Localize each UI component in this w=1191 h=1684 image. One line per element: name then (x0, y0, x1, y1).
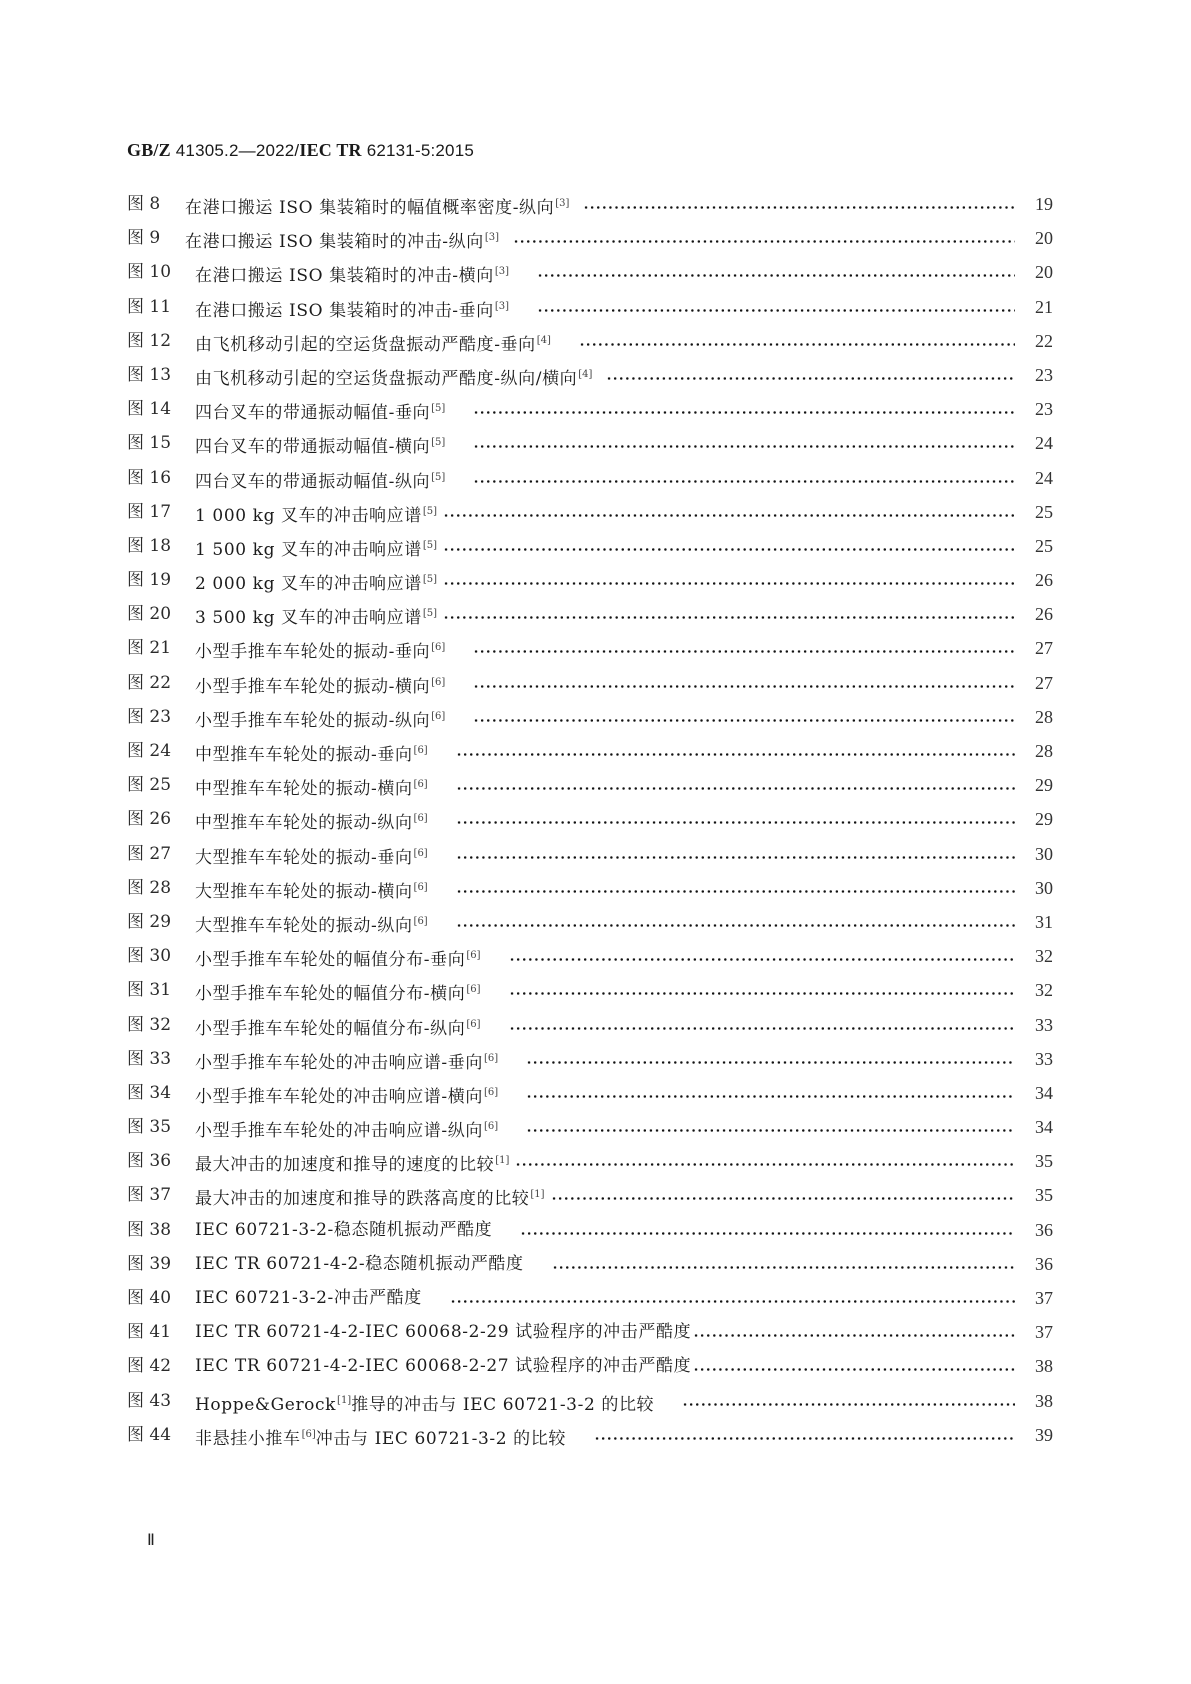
reference-marker: [4] (578, 368, 593, 380)
figure-label: 图 8 (127, 194, 161, 214)
reference-marker: [3] (494, 300, 510, 312)
figure-label: 图 19 (127, 570, 172, 591)
toc-entry[interactable] (127, 1150, 1053, 1184)
page-number: 25 (1035, 501, 1053, 522)
leader-dots (537, 261, 1015, 283)
toc-entry[interactable] (127, 1219, 1053, 1253)
figure-label: 图 20 (127, 604, 172, 625)
figure-title: 四台叉车的带通振动幅值-纵向[5] (195, 471, 446, 492)
reference-marker: [6] (466, 1018, 481, 1030)
page-number: 33 (1035, 1014, 1053, 1035)
toc-entry[interactable] (127, 945, 1053, 979)
reference-marker: [4] (536, 334, 551, 346)
standard-number: 41305.2—2022/ (175, 141, 300, 160)
leader-dots (526, 1048, 1015, 1070)
leader-dots (443, 501, 1015, 523)
leader-dots (473, 637, 1015, 659)
page-number: 35 (1035, 1151, 1053, 1172)
figure-label: 图 41 (127, 1322, 172, 1343)
figure-title: 在港口搬运 ISO 集装箱时的冲击-横向[3] (195, 266, 510, 287)
page-number: 37 (1035, 1322, 1053, 1343)
reference-marker: [6] (466, 950, 481, 962)
page-number: 29 (1035, 809, 1053, 830)
reference-marker: [5] (422, 539, 438, 551)
figure-label: 图 30 (127, 946, 172, 967)
figure-title: IEC TR 60721-4-2-IEC 60068-2-27 试验程序的冲击严酷度 (195, 1356, 692, 1377)
reference-marker: [1] (337, 1394, 352, 1406)
standard-prefix: GB/Z (127, 140, 171, 160)
figure-label: 图 31 (127, 980, 172, 1001)
toc-entry[interactable] (127, 1355, 1053, 1389)
figure-title: 中型推车车轮处的振动-横向[6] (195, 779, 428, 800)
figure-label: 图 37 (127, 1185, 172, 1206)
figure-label: 图 9 (127, 228, 161, 249)
toc-entry[interactable] (127, 740, 1053, 774)
toc-entry[interactable] (127, 501, 1053, 535)
figure-label: 图 44 (127, 1424, 172, 1445)
page-number: 34 (1035, 1082, 1053, 1103)
figure-list (127, 193, 1053, 1458)
leader-dots (456, 911, 1015, 933)
reference-marker: [5] (422, 505, 438, 517)
page-number: 37 (1035, 1288, 1053, 1308)
leader-dots (456, 740, 1015, 762)
reference-marker: [6] (483, 1052, 499, 1064)
leader-dots (456, 774, 1015, 796)
figure-label: 图 24 (127, 741, 172, 761)
figure-title: 在港口搬运 ISO 集装箱时的冲击-垂向[3] (195, 300, 510, 321)
page-number: 35 (1035, 1185, 1053, 1206)
leader-dots (693, 1355, 1015, 1377)
toc-entry[interactable] (127, 843, 1053, 877)
toc-entry[interactable] (127, 569, 1053, 603)
reference-marker: [5] (431, 471, 446, 483)
toc-entry[interactable] (127, 535, 1053, 569)
leader-dots (513, 227, 1015, 249)
page-number: 30 (1035, 877, 1053, 898)
reference-marker: [5] (422, 574, 438, 586)
document-header (127, 140, 474, 161)
reference-marker: [6] (413, 745, 428, 756)
leader-dots (551, 1184, 1015, 1206)
figure-title: 中型推车车轮处的振动-纵向[6] (195, 813, 428, 834)
figure-label: 图 21 (127, 638, 172, 659)
page-number: 21 (1035, 296, 1053, 317)
leader-dots (509, 945, 1015, 967)
figure-title: 小型手推车车轮处的振动-纵向[6] (195, 710, 446, 731)
figure-label: 图 39 (127, 1253, 172, 1274)
figure-title: 小型手推车车轮处的幅值分布-垂向[6] (195, 950, 481, 971)
figure-title: 小型手推车车轮处的幅值分布-横向[6] (195, 984, 481, 1005)
page-number: 26 (1035, 604, 1053, 625)
figure-label: 图 27 (127, 843, 172, 864)
reference-marker: [6] (431, 710, 446, 722)
figure-title: 2 000 kg 叉车的冲击响应谱[5] (195, 574, 438, 595)
figure-label: 图 12 (127, 330, 172, 351)
reference-marker: [3] (494, 266, 510, 278)
reference-marker: [1] (495, 1155, 510, 1167)
toc-entry[interactable] (127, 227, 1053, 261)
toc-entry[interactable] (127, 808, 1053, 842)
page-number: 25 (1035, 535, 1053, 556)
toc-entry[interactable] (127, 979, 1053, 1013)
leader-dots (583, 193, 1015, 215)
toc-entry[interactable] (127, 1321, 1053, 1355)
toc-entry[interactable] (127, 1253, 1053, 1287)
figure-label: 图 18 (127, 535, 172, 556)
page-number: 38 (1035, 1390, 1053, 1411)
toc-entry[interactable] (127, 261, 1053, 295)
figure-label: 图 35 (127, 1117, 172, 1138)
page-number: 20 (1035, 262, 1053, 283)
page-number: 36 (1035, 1219, 1053, 1240)
reference-marker: [1] (530, 1189, 545, 1201)
figure-title: 小型手推车车轮处的振动-横向[6] (195, 676, 446, 697)
toc-entry[interactable] (127, 193, 1053, 227)
toc-entry[interactable] (127, 296, 1053, 330)
figure-label: 图 13 (127, 364, 172, 385)
figure-title: 大型推车车轮处的振动-纵向[6] (195, 915, 428, 936)
toc-entry[interactable] (127, 637, 1053, 671)
page-number: 23 (1035, 364, 1053, 385)
page-number: 32 (1035, 980, 1053, 1001)
leader-dots (473, 672, 1015, 694)
figure-title: IEC 60721-3-2-稳态随机振动严酷度 (195, 1219, 493, 1240)
figure-label: 图 26 (127, 809, 172, 830)
figure-title: 在港口搬运 ISO 集装箱时的幅值概率密度-纵向[3] (185, 198, 570, 218)
reference-marker: [5] (431, 437, 446, 449)
toc-entry[interactable] (127, 706, 1053, 740)
figure-title: Hoppe&Gerock[1]推导的冲击与 IEC 60721-3-2 的比较 (195, 1394, 655, 1415)
leader-dots (520, 1219, 1015, 1241)
figure-label: 图 34 (127, 1082, 172, 1103)
page-number: 28 (1035, 741, 1053, 761)
figure-title: IEC TR 60721-4-2-IEC 60068-2-29 试验程序的冲击严酷度 (195, 1322, 692, 1343)
figure-title: 小型手推车车轮处的振动-垂向[6] (195, 642, 446, 663)
figure-title: IEC 60721-3-2-冲击严酷度 (195, 1288, 422, 1308)
leader-dots (515, 1150, 1015, 1172)
figure-title: 四台叉车的带通振动幅值-垂向[5] (195, 403, 446, 424)
reference-marker: [6] (483, 1121, 499, 1133)
page-number: 28 (1035, 706, 1053, 727)
toc-entry[interactable] (127, 1287, 1053, 1321)
figure-label: 图 42 (127, 1356, 172, 1377)
page-number: 32 (1035, 946, 1053, 967)
reference-marker: [6] (483, 1086, 499, 1098)
page-footer-number: Ⅱ (147, 1532, 155, 1549)
figure-title: 1 000 kg 叉车的冲击响应谱[5] (195, 505, 438, 526)
page-number: 20 (1035, 228, 1053, 249)
toc-entry[interactable] (127, 1390, 1053, 1424)
reference-marker: [5] (422, 608, 438, 620)
page-number: 27 (1035, 638, 1053, 659)
toc-entry[interactable] (127, 911, 1053, 945)
leader-dots (443, 603, 1015, 625)
page-number: 33 (1035, 1048, 1053, 1069)
leader-dots (579, 330, 1015, 352)
reference-marker: [6] (413, 813, 428, 825)
toc-entry[interactable] (127, 603, 1053, 637)
toc-entry[interactable] (127, 1116, 1053, 1150)
reference-marker: [6] (413, 847, 428, 859)
figure-label: 图 29 (127, 911, 172, 932)
figure-title: 由飞机移动引起的空运货盘振动严酷度-垂向[4] (195, 334, 551, 355)
leader-dots (693, 1321, 1015, 1343)
figure-title: 1 500 kg 叉车的冲击响应谱[5] (195, 539, 438, 560)
figure-label: 图 23 (127, 706, 172, 727)
figure-title: IEC TR 60721-4-2-稳态随机振动严酷度 (195, 1253, 524, 1274)
figure-label: 图 28 (127, 877, 172, 898)
figure-label: 图 43 (127, 1390, 172, 1411)
figure-title: 由飞机移动引起的空运货盘振动严酷度-纵向/横向[4] (195, 368, 593, 389)
figure-label: 图 40 (127, 1288, 172, 1308)
toc-entry[interactable] (127, 774, 1053, 808)
toc-entry[interactable] (127, 672, 1053, 706)
reference-marker: [6] (431, 676, 446, 688)
figure-title: 小型手推车车轮处的冲击响应谱-垂向[6] (195, 1052, 499, 1073)
toc-entry[interactable] (127, 330, 1053, 364)
figure-title: 在港口搬运 ISO 集装箱时的冲击-纵向[3] (185, 232, 500, 253)
leader-dots (456, 808, 1015, 830)
page-number: 24 (1035, 467, 1053, 488)
iec-number: 62131-5:2015 (366, 141, 475, 160)
leader-dots (526, 1116, 1015, 1138)
page-number: 26 (1035, 570, 1053, 591)
iec-prefix: IEC TR (299, 140, 362, 160)
leader-dots (594, 1424, 1015, 1446)
reference-marker: [5] (431, 403, 446, 415)
page-number: 27 (1035, 672, 1053, 693)
page-number: 23 (1035, 399, 1053, 420)
figure-title: 3 500 kg 叉车的冲击响应谱[5] (195, 608, 438, 629)
figure-title: 小型手推车车轮处的冲击响应谱-横向[6] (195, 1086, 499, 1107)
reference-marker: [6] (413, 779, 428, 791)
leader-dots (443, 569, 1015, 591)
leader-dots (509, 979, 1015, 1001)
leader-dots (606, 364, 1015, 386)
page-number: 31 (1035, 911, 1053, 932)
figure-title: 中型推车车轮处的振动-垂向[6] (195, 745, 428, 765)
toc-entry[interactable] (127, 1048, 1053, 1082)
reference-marker: [6] (413, 881, 428, 893)
reference-marker: [6] (301, 1428, 316, 1440)
toc-entry[interactable] (127, 432, 1053, 466)
leader-dots (682, 1390, 1015, 1412)
leader-dots (552, 1253, 1015, 1275)
figure-label: 图 11 (127, 296, 172, 317)
leader-dots (473, 706, 1015, 728)
toc-entry[interactable] (127, 1082, 1053, 1116)
figure-label: 图 33 (127, 1048, 172, 1069)
page-number: 24 (1035, 433, 1053, 454)
page-number: 39 (1035, 1424, 1053, 1445)
leader-dots (526, 1082, 1015, 1104)
leader-dots (473, 467, 1015, 489)
figure-label: 图 38 (127, 1219, 172, 1240)
figure-title: 小型手推车车轮处的幅值分布-纵向[6] (195, 1018, 481, 1039)
toc-entry[interactable] (127, 398, 1053, 432)
leader-dots (443, 535, 1015, 557)
leader-dots (473, 432, 1015, 454)
figure-title: 最大冲击的加速度和推导的速度的比较[1] (195, 1155, 510, 1176)
reference-marker: [3] (484, 232, 500, 244)
leader-dots (450, 1287, 1015, 1309)
toc-entry[interactable] (127, 467, 1053, 501)
leader-dots (509, 1014, 1015, 1036)
reference-marker: [6] (466, 984, 481, 996)
reference-marker: [6] (431, 642, 446, 654)
figure-title: 大型推车车轮处的振动-垂向[6] (195, 847, 428, 868)
toc-entry[interactable] (127, 1184, 1053, 1218)
toc-entry[interactable] (127, 1424, 1053, 1458)
page-number: 22 (1035, 330, 1053, 351)
figure-title: 大型推车车轮处的振动-横向[6] (195, 881, 428, 902)
figure-label: 图 15 (127, 433, 172, 454)
figure-label: 图 25 (127, 775, 172, 796)
figure-label: 图 17 (127, 501, 172, 522)
figure-label: 图 32 (127, 1014, 172, 1035)
figure-label: 图 22 (127, 672, 172, 693)
leader-dots (456, 843, 1015, 865)
page-number: 19 (1035, 194, 1053, 214)
toc-entry[interactable] (127, 364, 1053, 398)
figure-label: 图 16 (127, 467, 172, 488)
page-number: 30 (1035, 843, 1053, 864)
figure-title: 最大冲击的加速度和推导的跌落高度的比较[1] (195, 1189, 545, 1210)
reference-marker: [6] (413, 915, 428, 927)
figure-title: 四台叉车的带通振动幅值-横向[5] (195, 437, 446, 458)
reference-marker: [3] (555, 198, 570, 209)
toc-entry[interactable] (127, 1014, 1053, 1048)
toc-entry[interactable] (127, 877, 1053, 911)
figure-label: 图 10 (127, 262, 172, 283)
leader-dots (456, 877, 1015, 899)
figure-title: 非悬挂小推车[6]冲击与 IEC 60721-3-2 的比较 (195, 1428, 566, 1449)
page-number: 34 (1035, 1117, 1053, 1138)
page-number: 36 (1035, 1253, 1053, 1274)
leader-dots (537, 296, 1015, 318)
leader-dots (473, 398, 1015, 420)
figure-label: 图 14 (127, 399, 172, 420)
page-number: 29 (1035, 775, 1053, 796)
figure-title: 小型手推车车轮处的冲击响应谱-纵向[6] (195, 1121, 499, 1142)
page-number: 38 (1035, 1356, 1053, 1377)
figure-label: 图 36 (127, 1151, 172, 1172)
